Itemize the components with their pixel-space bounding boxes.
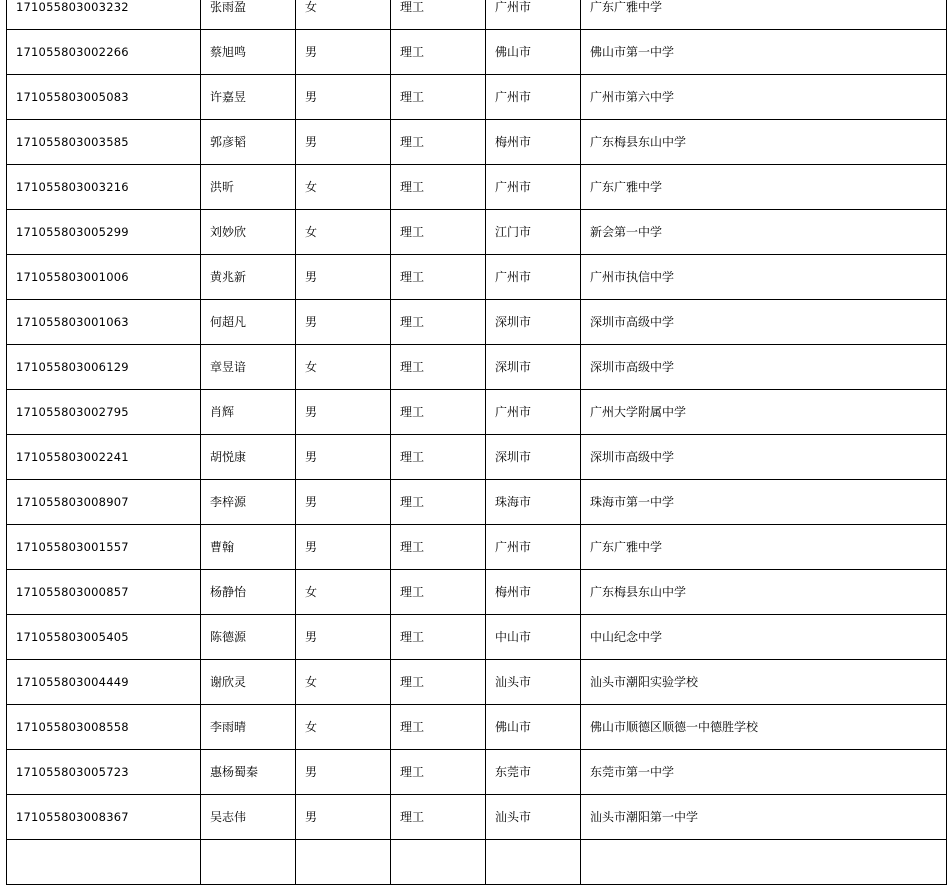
gender-cell: 女 [296, 705, 391, 750]
student-id-cell: 171055803005083 [7, 75, 201, 120]
student-id-cell: 171055803002266 [7, 30, 201, 75]
student-id-cell [7, 840, 201, 885]
name-cell: 黄兆新 [201, 255, 296, 300]
school-cell: 广东广雅中学 [581, 525, 947, 570]
table-row [7, 705, 947, 750]
name-cell: 曹翰 [201, 525, 296, 570]
city-cell: 广州市 [486, 390, 581, 435]
category-cell: 理工 [391, 345, 486, 390]
school-cell: 广州大学附属中学 [581, 390, 947, 435]
category-cell: 理工 [391, 795, 486, 840]
school-cell: 汕头市潮阳实验学校 [581, 660, 947, 705]
name-cell: 郭彦韬 [201, 120, 296, 165]
table-row [7, 750, 947, 795]
student-id-cell: 171055803001006 [7, 255, 201, 300]
table-row [7, 165, 947, 210]
gender-cell: 男 [296, 480, 391, 525]
school-cell: 中山纪念中学 [581, 615, 947, 660]
student-id-cell: 171055803001063 [7, 300, 201, 345]
city-cell: 东莞市 [486, 750, 581, 795]
table-row [7, 210, 947, 255]
category-cell: 理工 [391, 750, 486, 795]
student-id-cell: 171055803005723 [7, 750, 201, 795]
student-id-cell: 171055803003232 [7, 0, 201, 30]
gender-cell [296, 840, 391, 885]
category-cell: 理工 [391, 165, 486, 210]
name-cell: 许嘉昱 [201, 75, 296, 120]
city-cell: 中山市 [486, 615, 581, 660]
school-cell: 深圳市高级中学 [581, 300, 947, 345]
student-id-cell: 171055803004449 [7, 660, 201, 705]
table-row [7, 30, 947, 75]
gender-cell: 女 [296, 345, 391, 390]
table-row [7, 615, 947, 660]
name-cell: 刘妙欣 [201, 210, 296, 255]
category-cell: 理工 [391, 705, 486, 750]
category-cell: 理工 [391, 615, 486, 660]
school-cell: 广东梅县东山中学 [581, 120, 947, 165]
school-cell: 东莞市第一中学 [581, 750, 947, 795]
name-cell [201, 840, 296, 885]
category-cell: 理工 [391, 30, 486, 75]
category-cell: 理工 [391, 120, 486, 165]
student-id-cell: 171055803008558 [7, 705, 201, 750]
student-id-cell: 171055803001557 [7, 525, 201, 570]
student-id-cell: 171055803008907 [7, 480, 201, 525]
school-cell: 汕头市潮阳第一中学 [581, 795, 947, 840]
name-cell: 蔡旭鸣 [201, 30, 296, 75]
name-cell: 章昱谙 [201, 345, 296, 390]
table-row [7, 435, 947, 480]
table-row [7, 300, 947, 345]
student-id-cell: 171055803005299 [7, 210, 201, 255]
gender-cell: 男 [296, 30, 391, 75]
city-cell: 汕头市 [486, 660, 581, 705]
category-cell: 理工 [391, 255, 486, 300]
gender-cell: 女 [296, 660, 391, 705]
student-id-cell: 171055803002241 [7, 435, 201, 480]
category-cell: 理工 [391, 570, 486, 615]
gender-cell: 女 [296, 165, 391, 210]
table-row [7, 255, 947, 300]
name-cell: 李梓源 [201, 480, 296, 525]
name-cell: 陈德源 [201, 615, 296, 660]
category-cell: 理工 [391, 390, 486, 435]
student-id-cell: 171055803003585 [7, 120, 201, 165]
city-cell: 梅州市 [486, 570, 581, 615]
gender-cell: 男 [296, 750, 391, 795]
school-cell: 广东广雅中学 [581, 165, 947, 210]
name-cell: 张雨盈 [201, 0, 296, 30]
gender-cell: 男 [296, 525, 391, 570]
category-cell: 理工 [391, 75, 486, 120]
city-cell: 深圳市 [486, 300, 581, 345]
category-cell [391, 840, 486, 885]
gender-cell: 男 [296, 390, 391, 435]
name-cell: 肖辉 [201, 390, 296, 435]
gender-cell: 男 [296, 255, 391, 300]
category-cell: 理工 [391, 660, 486, 705]
city-cell: 深圳市 [486, 435, 581, 480]
gender-cell: 女 [296, 570, 391, 615]
table-row [7, 75, 947, 120]
name-cell: 胡悦康 [201, 435, 296, 480]
name-cell: 何超凡 [201, 300, 296, 345]
table-row [7, 660, 947, 705]
table-row [7, 390, 947, 435]
city-cell [486, 840, 581, 885]
name-cell: 洪昕 [201, 165, 296, 210]
category-cell: 理工 [391, 480, 486, 525]
city-cell: 广州市 [486, 75, 581, 120]
name-cell: 惠杨蜀秦 [201, 750, 296, 795]
admission-list-table [6, 0, 947, 885]
school-cell: 珠海市第一中学 [581, 480, 947, 525]
school-cell: 深圳市高级中学 [581, 435, 947, 480]
student-id-cell: 171055803006129 [7, 345, 201, 390]
city-cell: 汕头市 [486, 795, 581, 840]
name-cell: 谢欣灵 [201, 660, 296, 705]
school-cell: 广州市执信中学 [581, 255, 947, 300]
table-row [7, 120, 947, 165]
city-cell: 深圳市 [486, 345, 581, 390]
table-row [7, 345, 947, 390]
city-cell: 广州市 [486, 0, 581, 30]
name-cell: 李雨晴 [201, 705, 296, 750]
school-cell: 广州市第六中学 [581, 75, 947, 120]
school-cell: 佛山市顺德区顺德一中德胜学校 [581, 705, 947, 750]
city-cell: 梅州市 [486, 120, 581, 165]
gender-cell: 男 [296, 435, 391, 480]
name-cell: 杨静怡 [201, 570, 296, 615]
table-row [7, 570, 947, 615]
student-id-cell: 171055803000857 [7, 570, 201, 615]
table-row [7, 480, 947, 525]
student-id-cell: 171055803003216 [7, 165, 201, 210]
gender-cell: 男 [296, 300, 391, 345]
city-cell: 广州市 [486, 525, 581, 570]
city-cell: 佛山市 [486, 705, 581, 750]
school-cell: 广东广雅中学 [581, 0, 947, 30]
school-cell: 佛山市第一中学 [581, 30, 947, 75]
gender-cell: 男 [296, 795, 391, 840]
student-id-cell: 171055803005405 [7, 615, 201, 660]
name-cell: 吴志伟 [201, 795, 296, 840]
table-body [7, 0, 947, 885]
category-cell: 理工 [391, 435, 486, 480]
gender-cell: 男 [296, 615, 391, 660]
gender-cell: 女 [296, 0, 391, 30]
city-cell: 广州市 [486, 255, 581, 300]
student-id-cell: 171055803002795 [7, 390, 201, 435]
school-cell: 广东梅县东山中学 [581, 570, 947, 615]
gender-cell: 女 [296, 210, 391, 255]
category-cell: 理工 [391, 210, 486, 255]
school-cell [581, 840, 947, 885]
school-cell: 新会第一中学 [581, 210, 947, 255]
gender-cell: 男 [296, 120, 391, 165]
student-id-cell: 171055803008367 [7, 795, 201, 840]
table-row [7, 0, 947, 30]
school-cell: 深圳市高级中学 [581, 345, 947, 390]
table-row [7, 795, 947, 840]
category-cell: 理工 [391, 0, 486, 30]
city-cell: 江门市 [486, 210, 581, 255]
category-cell: 理工 [391, 300, 486, 345]
city-cell: 佛山市 [486, 30, 581, 75]
table-row [7, 525, 947, 570]
category-cell: 理工 [391, 525, 486, 570]
gender-cell: 男 [296, 75, 391, 120]
city-cell: 珠海市 [486, 480, 581, 525]
city-cell: 广州市 [486, 165, 581, 210]
table-row-partial [7, 840, 947, 885]
